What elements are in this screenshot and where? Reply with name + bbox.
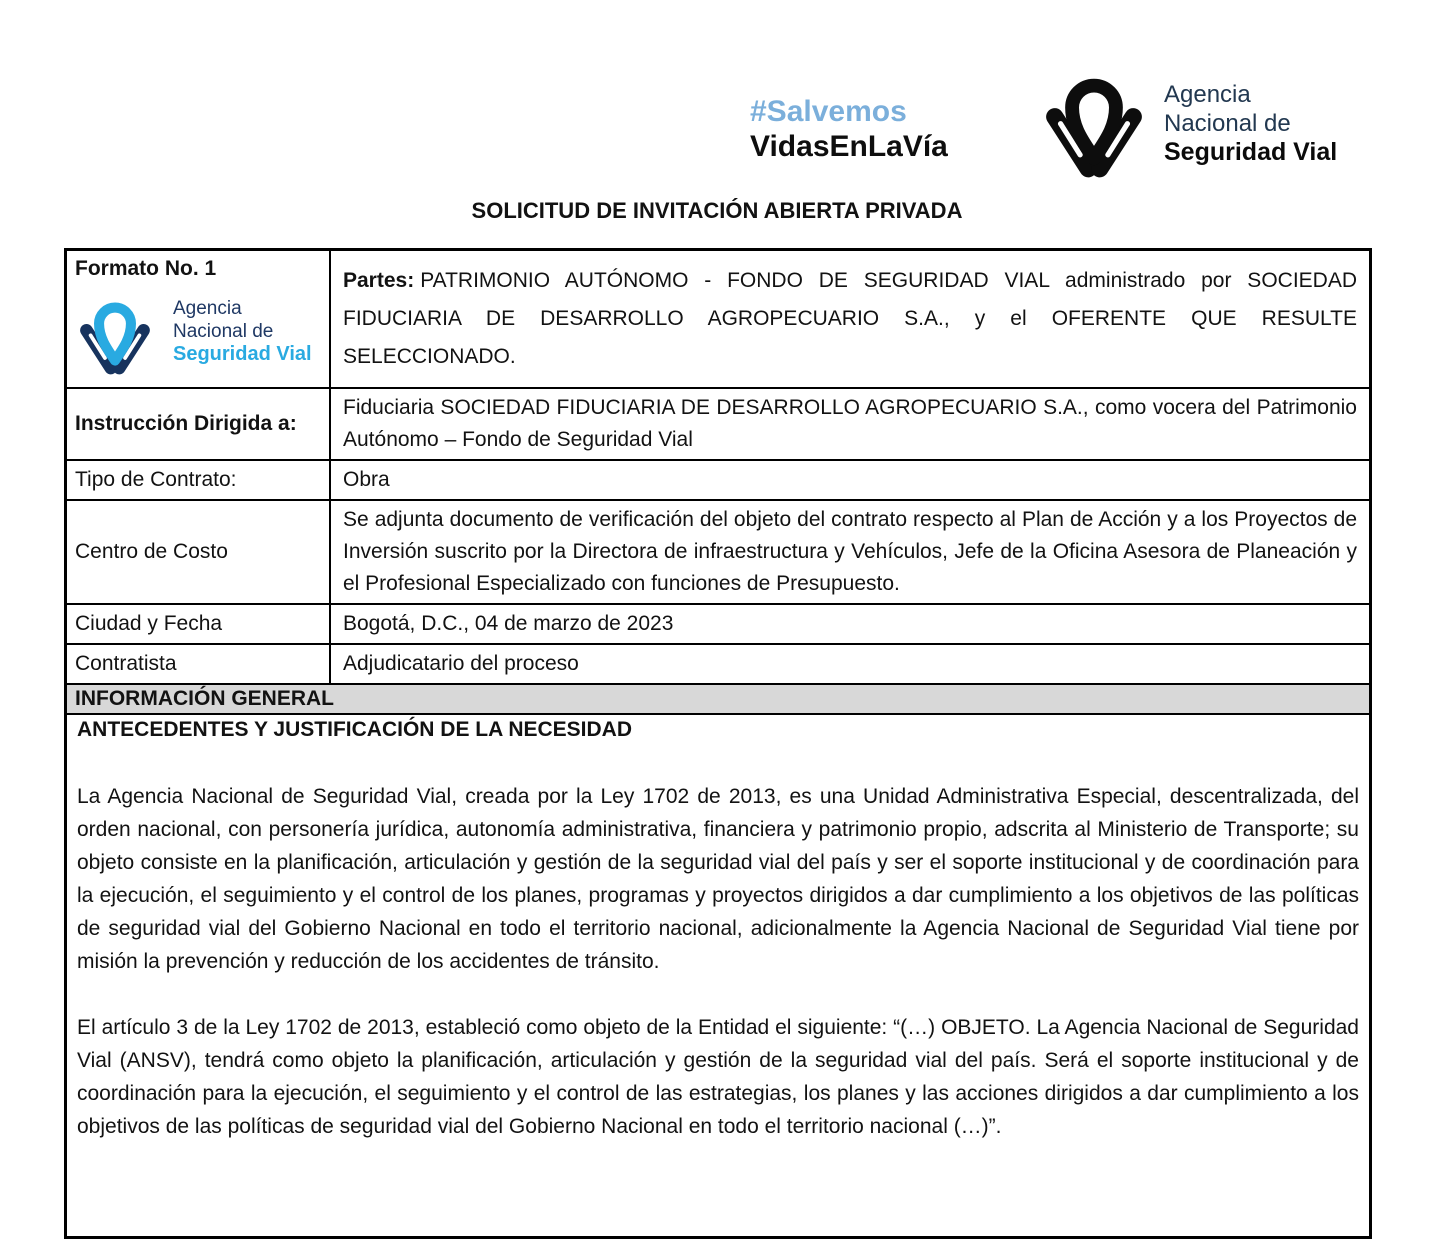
- section-heading: ANTECEDENTES Y JUSTIFICACIÓN DE LA NECESIDAD: [77, 718, 633, 741]
- table-row: [67, 387, 1369, 459]
- row-label: Ciudad y Fecha: [67, 605, 331, 643]
- campaign-slogan: [750, 94, 948, 164]
- cell-agency-line2: Nacional de: [173, 321, 274, 342]
- row-value: Obra: [343, 468, 390, 491]
- table-row: [67, 603, 1369, 643]
- page-header: [0, 0, 1434, 196]
- ansv-logo-blue-icon: [73, 287, 157, 387]
- formato-label: Formato No. 1: [75, 257, 217, 280]
- table-row: [67, 643, 1369, 683]
- row-value: Adjudicatario del proceso: [343, 652, 579, 675]
- row-value: Bogotá, D.C., 04 de marzo de 2023: [343, 612, 674, 635]
- campaign-line1: #Salvemos: [750, 95, 907, 128]
- body-paragraph: La Agencia Nacional de Seguridad Vial, creada por la Ley 1702 de 2013, es una Unidad Administrativa Especial, descentralizada, del orden nacional, con personería jurídica, autonomía administrativa, financiera y patrimonio propio, adscrita al Ministerio de Transporte; su objeto consiste en la planificación, articulación y gestión de la seguridad vial del país y ser el soporte institucional y de coordinación para la ejecución, el seguimiento y el control de los planes, programas y proyectos dirigidos a dar cumplimiento a los objetivos de las políticas de seguridad vial del Gobierno Nacional en todo el territorio nacional, adicionalmente la Agencia Nacional de Seguridad Vial tiene por misión la prevención y reducción de los accidentes de tránsito.: [77, 785, 1359, 973]
- form-table: [64, 248, 1372, 1239]
- partes-label: Partes:: [343, 269, 415, 292]
- section-paragraphs: [77, 780, 1359, 1143]
- table-row-formato-partes: [67, 251, 1369, 387]
- row-label: Tipo de Contrato:: [67, 461, 331, 499]
- campaign-line2: VidasEnLaVía: [750, 130, 948, 163]
- partes-value: PATRIMONIO AUTÓNOMO - FONDO DE SEGURIDAD VIAL administrado por SOCIEDAD FIDUCIARIA DE DESARROLLO AGROPECUARIO S.A., y el OFERENTE QUE RESULTE SELECCIONADO.: [343, 269, 1357, 368]
- cell-agency-line1: Agencia: [173, 298, 242, 319]
- row-label: Instrucción Dirigida a:: [67, 389, 331, 459]
- agency-line2: Nacional de: [1164, 110, 1291, 137]
- row-label: Centro de Costo: [67, 501, 331, 603]
- partes-text: [343, 262, 1357, 376]
- antecedentes-section: [67, 713, 1369, 1236]
- ansv-cell-wordmark: [173, 297, 312, 366]
- formato-cell: [67, 251, 331, 387]
- row-label: Contratista: [67, 645, 331, 683]
- cell-agency-line3: Seguridad Vial: [173, 343, 312, 365]
- document-title: SOLICITUD DE INVITACIÓN ABIERTA PRIVADA: [471, 198, 963, 223]
- row-value: Fiduciaria SOCIEDAD FIDUCIARIA DE DESARROLLO AGROPECUARIO S.A., como vocera del Patrimonio Autónomo – Fondo de Seguridad Vial: [343, 396, 1357, 451]
- agency-line3: Seguridad Vial: [1164, 138, 1338, 166]
- table-rows: [67, 387, 1369, 683]
- row-value: Se adjunta documento de verificación del objeto del contrato respecto al Plan de Acción y a los Proyectos de Inversión suscrito por la Directora de infraestructura y Vehículos, Jefe de la Oficina Asesora de Planeación y el Profesional Especializado con funciones de Presupuesto.: [343, 508, 1357, 595]
- table-row: [67, 499, 1369, 603]
- partes-cell: [331, 251, 1369, 387]
- ansv-logo-black-icon: [1036, 66, 1152, 186]
- ansv-logo-wordmark: [1164, 80, 1337, 167]
- agency-line1: Agencia: [1164, 81, 1251, 108]
- body-paragraph: El artículo 3 de la Ley 1702 de 2013, estableció como objeto de la Entidad el siguiente: “(…) OBJETO. La Agencia Nacional de Seguridad Vial (ANSV), tendrá como objeto la planificación, articulación y gestión de la seguridad vial del país. Será el soporte institucional y de coordinación para la ejecución, el seguimiento y el control de las estrategias, los planes y las acciones dirigidos a dar cumplimiento a los objetivos de las políticas de seguridad vial del Gobierno Nacional en todo el territorio nacional (…)”.: [77, 1016, 1359, 1138]
- section-banner: INFORMACIÓN GENERAL: [67, 683, 1369, 713]
- table-row: [67, 459, 1369, 499]
